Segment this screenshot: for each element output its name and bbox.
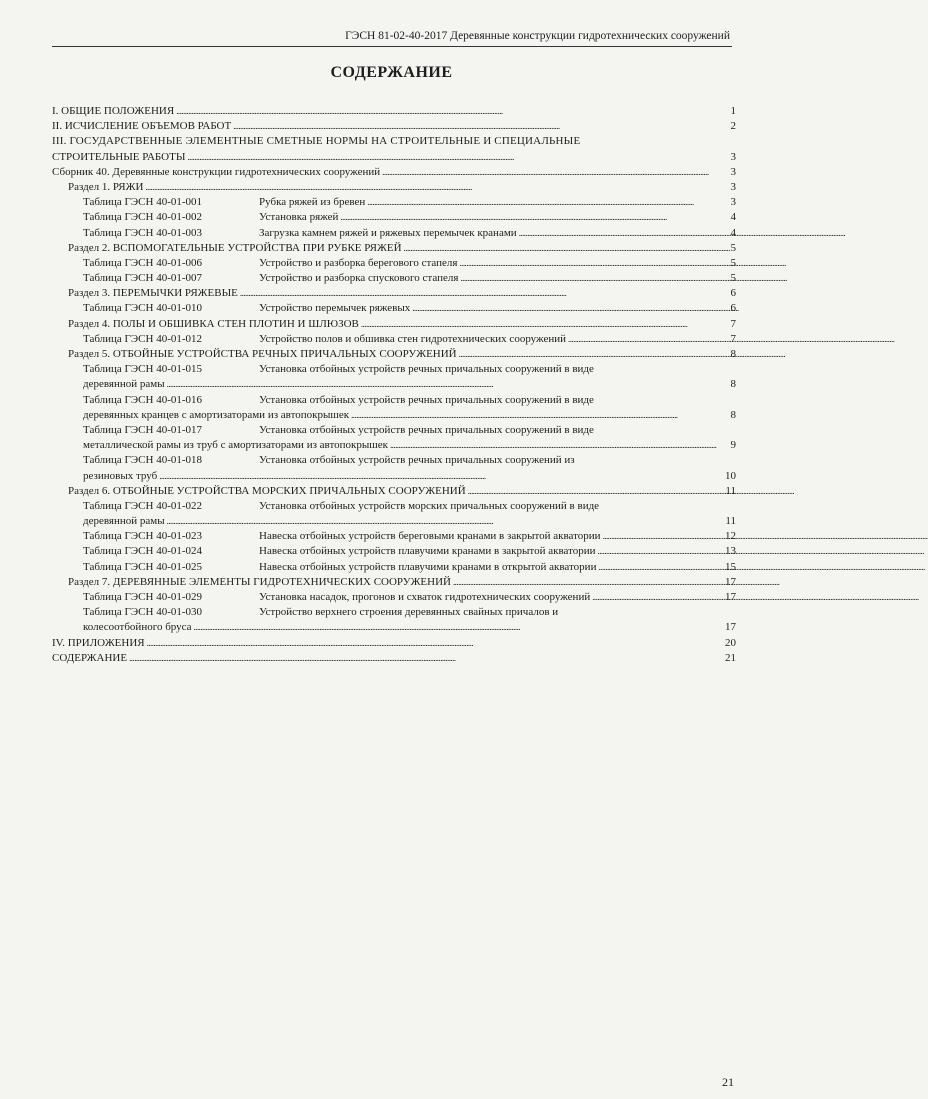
toc-entry-code: Таблица ГЭСН 40-01-007	[83, 272, 203, 285]
toc-entry-page: 5	[730, 272, 736, 285]
toc-entry[interactable]	[52, 529, 736, 544]
toc-entry[interactable]	[52, 317, 736, 332]
toc-leader-dots	[459, 256, 724, 271]
toc-entry-page: 8	[730, 408, 736, 421]
toc-entry-page: 6	[730, 287, 736, 300]
toc-entry-page: 17	[725, 591, 736, 603]
toc-entry-code: Таблица ГЭСН 40-01-025	[83, 560, 203, 573]
toc-entry-page: 17	[725, 575, 736, 588]
toc-leader-dots	[351, 408, 724, 423]
toc-entry-title: деревянных кранцев с амортизаторами из автопокрышек	[83, 408, 350, 421]
toc-leader-dots	[592, 590, 723, 605]
toc-entry-page: 21	[725, 651, 736, 664]
toc-entry[interactable]	[52, 605, 736, 620]
toc-leader-dots	[361, 317, 724, 332]
toc-entry-code: Таблица ГЭСН 40-01-030	[83, 606, 203, 619]
toc-leader-dots	[453, 575, 723, 590]
toc-entry[interactable]	[52, 271, 736, 286]
toc-entry-page: 20	[725, 636, 736, 649]
toc-entry-page: 7	[730, 317, 736, 330]
toc-entry-title: Раздел 4. ПОЛЫ И ОБШИВКА СТЕН ПЛОТИН И ШЛЮЗОВ	[68, 317, 359, 330]
toc-entry-code: Таблица ГЭСН 40-01-023	[83, 530, 203, 543]
toc-entry-title: Навеска отбойных устройств плавучими кранами в закрытой акватории	[259, 545, 596, 558]
toc-leader-dots	[129, 651, 723, 666]
toc-leader-dots	[187, 150, 724, 165]
toc-entry-title: Установка отбойных устройств речных причальных сооружений из	[259, 454, 575, 467]
toc-entry-title: Сборник 40. Деревянные конструкции гидротехнических сооружений	[52, 165, 381, 178]
toc-entry[interactable]	[52, 180, 736, 195]
toc-entry[interactable]	[52, 544, 736, 559]
toc-entry-code: Таблица ГЭСН 40-01-022	[83, 499, 203, 512]
toc-entry-page: 5	[730, 256, 736, 269]
running-header: ГЭСН 81-02-40-2017 Деревянные конструкции гидротехнических сооружений	[345, 30, 730, 42]
toc-entry[interactable]	[52, 241, 736, 256]
toc-entry-page: 12	[725, 530, 736, 543]
toc-entry-title: Навеска отбойных устройств береговыми кранами в закрытой акватории	[259, 530, 601, 543]
toc-entry-title: Загрузка камнем ряжей и ряжевых перемычек кранами	[259, 226, 517, 239]
toc-entry[interactable]	[52, 590, 736, 605]
toc-entry-code: Таблица ГЭСН 40-01-015	[83, 363, 203, 376]
toc-entry-title: II. ИСЧИСЛЕНИЕ ОБЪЕМОВ РАБОТ	[52, 120, 232, 133]
toc-entry-code: Таблица ГЭСН 40-01-012	[83, 332, 203, 345]
toc-entry-title: Раздел 3. ПЕРЕМЫЧКИ РЯЖЕВЫЕ	[68, 287, 238, 300]
toc-leader-dots	[603, 529, 723, 544]
toc-entry-page: 3	[730, 196, 736, 209]
toc-leader-dots	[145, 180, 724, 195]
toc-entry-page: 3	[730, 150, 736, 163]
toc-entry-page: 11	[725, 484, 736, 497]
toc-entry-title: Установка насадок, прогонов и схваток гидротехнических сооружений	[259, 591, 591, 603]
toc-entry[interactable]	[52, 408, 736, 423]
toc-entry-title: Раздел 6. ОТБОЙНЫЕ УСТРОЙСТВА МОРСКИХ ПРИЧАЛЬНЫХ СООРУЖЕНИЙ	[68, 484, 466, 497]
toc-entry-page: 17	[725, 621, 736, 634]
toc-entry-page: 4	[730, 211, 736, 224]
toc-leader-dots	[167, 514, 724, 529]
toc-entry-code: Таблица ГЭСН 40-01-003	[83, 226, 203, 239]
toc-entry-title: деревянной рамы	[83, 515, 165, 528]
toc-entry[interactable]	[52, 134, 736, 149]
toc-entry-title: Раздел 1. РЯЖИ	[68, 180, 144, 193]
toc-entry-page: 8	[730, 378, 736, 391]
toc-entry-title: СОДЕРЖАНИЕ	[52, 651, 128, 664]
toc-leader-dots	[240, 286, 724, 301]
toc-entry[interactable]	[52, 560, 736, 575]
toc-entry-title: Устройство и разборка берегового стапеля	[259, 256, 458, 269]
toc-entry-code: Таблица ГЭСН 40-01-024	[83, 545, 203, 558]
header-rule	[52, 46, 732, 47]
toc-entry-title: деревянной рамы	[83, 378, 165, 391]
toc-entry-title: Навеска отбойных устройств плавучими кранами в открытой акватории	[259, 560, 597, 573]
toc-entry[interactable]	[52, 104, 736, 119]
toc-entry-page: 6	[730, 302, 736, 315]
toc-leader-dots	[459, 347, 724, 362]
toc-entry[interactable]	[52, 210, 736, 225]
toc-entry-page: 15	[725, 560, 736, 573]
toc-entry-page: 5	[730, 241, 736, 254]
toc-entry-title: Установка отбойных устройств речных причальных сооружений в виде	[259, 393, 594, 406]
toc-entry-title: Устройство перемычек ряжевых	[259, 302, 411, 315]
toc-leader-dots	[468, 484, 724, 499]
toc-entry-title: Установка отбойных устройств речных причальных сооружений в виде	[259, 363, 594, 376]
toc-entry[interactable]	[52, 514, 736, 529]
toc-leader-dots	[176, 104, 724, 119]
toc-entry[interactable]	[52, 651, 736, 666]
toc-entry-title: Раздел 2. ВСПОМОГАТЕЛЬНЫЕ УСТРОЙСТВА ПРИ РУБКЕ РЯЖЕЙ	[68, 241, 402, 254]
toc-entry[interactable]	[52, 150, 736, 165]
toc-entry-title: Устройство верхнего строения деревянных свайных причалов и	[259, 606, 559, 619]
toc-leader-dots	[598, 544, 723, 559]
page-title: СОДЕРЖАНИЕ	[330, 64, 453, 81]
toc-entry-title: Установка ряжей	[259, 211, 339, 224]
toc-leader-dots	[367, 195, 724, 210]
toc-entry-page: 13	[725, 545, 736, 558]
toc-leader-dots	[412, 301, 724, 316]
toc-entry-page: 9	[730, 439, 736, 452]
toc-entry-code: Таблица ГЭСН 40-01-018	[83, 454, 203, 467]
table-of-contents	[52, 104, 736, 666]
toc-entry[interactable]	[52, 347, 736, 362]
toc-leader-dots	[147, 636, 723, 651]
toc-entry[interactable]	[52, 286, 736, 301]
toc-entry-page: 7	[730, 332, 736, 345]
toc-entry-code: Таблица ГЭСН 40-01-017	[83, 423, 203, 436]
toc-entry[interactable]	[52, 362, 736, 377]
toc-entry-page: 8	[730, 348, 736, 360]
toc-entry-page: 10	[725, 469, 736, 482]
toc-entry[interactable]	[52, 469, 736, 484]
toc-entry[interactable]	[52, 484, 736, 499]
toc-entry-code: Таблица ГЭСН 40-01-002	[83, 211, 203, 224]
toc-entry-code: Таблица ГЭСН 40-01-029	[83, 591, 203, 603]
toc-entry-title: Устройство и разборка спускового стапеля	[259, 272, 459, 285]
toc-entry-title: Раздел 5. ОТБОЙНЫЕ УСТРОЙСТВА РЕЧНЫХ ПРИЧАЛЬНЫХ СООРУЖЕНИЙ	[68, 348, 457, 360]
toc-entry[interactable]	[52, 636, 736, 651]
toc-entry[interactable]	[52, 256, 736, 271]
toc-entry-title: Рубка ряжей из бревен	[259, 196, 366, 209]
toc-entry-title: Установка отбойных устройств морских причальных сооружений в виде	[259, 499, 600, 512]
toc-leader-dots	[460, 271, 724, 286]
toc-entry-page: 1	[730, 105, 736, 117]
toc-entry[interactable]	[52, 301, 736, 316]
toc-entry[interactable]	[52, 438, 736, 453]
toc-entry-title: СТРОИТЕЛЬНЫЕ РАБОТЫ	[52, 150, 186, 163]
toc-entry[interactable]	[52, 226, 736, 241]
toc-entry[interactable]	[52, 377, 736, 392]
toc-entry-code: Таблица ГЭСН 40-01-006	[83, 256, 203, 269]
toc-entry-title: III. ГОСУДАРСТВЕННЫЕ ЭЛЕМЕНТНЫЕ СМЕТНЫЕ НОРМЫ НА СТРОИТЕЛЬНЫЕ И СПЕЦИАЛЬНЫЕ	[52, 135, 581, 148]
toc-entry-title: резиновых труб	[83, 469, 158, 482]
toc-entry[interactable]	[52, 575, 736, 590]
toc-entry-page: 3	[730, 165, 736, 178]
toc-entry[interactable]	[52, 423, 736, 438]
page-number: 21	[722, 1075, 734, 1089]
toc-entry[interactable]	[52, 195, 736, 210]
toc-entry-title: IV. ПРИЛОЖЕНИЯ	[52, 636, 145, 649]
toc-leader-dots	[404, 241, 724, 256]
toc-entry-page: 11	[725, 515, 736, 528]
toc-leader-dots	[390, 438, 724, 453]
toc-leader-dots	[194, 620, 723, 635]
toc-entry[interactable]	[52, 620, 736, 635]
toc-leader-dots	[340, 210, 724, 225]
toc-entry-code: Таблица ГЭСН 40-01-010	[83, 302, 203, 315]
toc-entry[interactable]	[52, 393, 736, 408]
toc-entry[interactable]	[52, 453, 736, 468]
toc-entry-title: Устройство полов и обшивка стен гидротехнических сооружений	[259, 332, 567, 345]
toc-leader-dots	[519, 226, 724, 241]
toc-entry[interactable]	[52, 499, 736, 514]
toc-entry[interactable]	[52, 165, 736, 180]
toc-entry[interactable]	[52, 332, 736, 347]
toc-entry-title: I. ОБЩИЕ ПОЛОЖЕНИЯ	[52, 105, 175, 117]
toc-entry-title: колесоотбойного бруса	[83, 621, 192, 634]
toc-leader-dots	[382, 165, 724, 180]
toc-entry-title: металлической рамы из труб с амортизаторами из автопокрышек	[83, 439, 388, 452]
toc-entry-code: Таблица ГЭСН 40-01-016	[83, 393, 203, 406]
toc-leader-dots	[568, 332, 724, 347]
toc-entry[interactable]	[52, 119, 736, 134]
toc-leader-dots	[233, 119, 724, 134]
toc-leader-dots	[167, 377, 724, 392]
toc-entry-page: 4	[730, 226, 736, 239]
toc-entry-page: 3	[730, 180, 736, 193]
toc-leader-dots	[598, 560, 723, 575]
toc-leader-dots	[159, 469, 723, 484]
toc-entry-page: 2	[730, 120, 736, 133]
toc-entry-title: Установка отбойных устройств речных причальных сооружений в виде	[259, 423, 594, 436]
toc-entry-title: Раздел 7. ДЕРЕВЯННЫЕ ЭЛЕМЕНТЫ ГИДРОТЕХНИЧЕСКИХ СООРУЖЕНИЙ	[68, 575, 451, 588]
toc-entry-code: Таблица ГЭСН 40-01-001	[83, 196, 203, 209]
